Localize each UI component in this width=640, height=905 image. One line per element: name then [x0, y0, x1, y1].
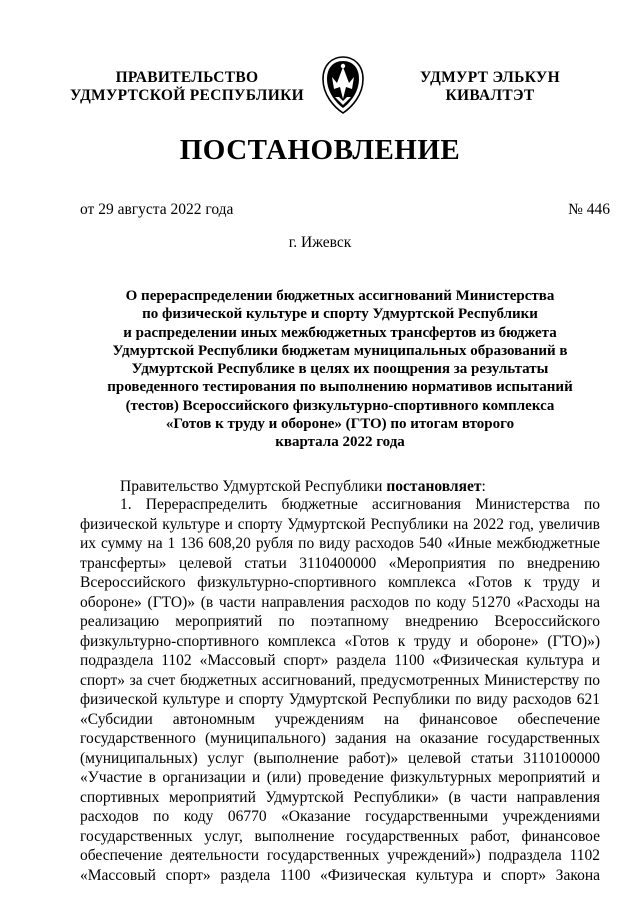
body-line: спорт» за счет бюджетных ассигнований, предусмотренных Министерству по: [80, 671, 600, 689]
body-line: Всероссийского физкультурно-спортивного комплекса «Готов к труду и: [80, 574, 600, 591]
body-line: трансферты» целевой статьи 3110400000 «Мероприятия по внедрению: [80, 554, 600, 572]
subject-line: Удмуртской Республике в целях их поощрения за результаты: [131, 361, 549, 378]
body-line: государственных услуг, выполнение государственных работ, финансовое: [80, 827, 600, 845]
body-line: спортивных мероприятий Удмуртской Республики» (в части направления: [80, 788, 600, 806]
subject-line: О перераспределении бюджетных ассигнований Министерства: [125, 288, 555, 304]
preamble-colon: :: [481, 478, 486, 495]
body-line: физкультурно-спортивного комплекса «Готов к труду и обороне» (ГТО)»): [80, 632, 600, 650]
body-line: физической культуре и спорту Удмуртской Республики на 2022 год, увеличив: [80, 515, 600, 533]
issuer-line: КИВАЛТЭТ: [445, 87, 535, 104]
subject-line: и распределении иных межбюджетных трансфертов из бюджета: [123, 324, 557, 341]
issuer-line: УДМУРТСКОЙ РЕСПУБЛИКИ: [69, 87, 304, 104]
body-line: 1. Перераспределить бюджетные ассигнования Министерства по: [120, 496, 600, 513]
subject-line: Удмуртской Республики бюджетам муниципальных образований в: [112, 342, 568, 359]
document-body: [80, 495, 600, 885]
body-line: обороне» (ГТО)» (в части направления расходов по коду 51270 «Расходы на: [80, 593, 600, 611]
body-line: физической культуре и спорту Удмуртской Республики по виду расходов 621: [80, 691, 600, 708]
issuer-name-russian: [62, 69, 312, 105]
preamble: [120, 477, 486, 497]
body-line: подраздела 1102 «Массовый спорт» раздела 1100 «Физическая культура и: [80, 652, 600, 669]
subject-line: квартала 2022 года: [275, 434, 405, 451]
document-date: от 29 августа 2022 года: [80, 201, 234, 218]
body-line: расходов по коду 06770 «Оказание государственными учреждениями: [80, 808, 600, 825]
preamble-verb: постановляет: [386, 478, 482, 495]
issuer-line: ПРАВИТЕЛЬСТВО: [115, 69, 259, 86]
subject-line: (тестов) Всероссийского физкультурно-спортивного комплекса: [125, 397, 555, 414]
body-line: «Участие в организации и (или) проведение физкультурных мероприятий и: [80, 769, 600, 786]
body-line: «Субсидии автономным учреждениям на финансовое обеспечение: [80, 710, 600, 728]
subject-line: проведенного тестирования по выполнению нормативов испытаний: [107, 379, 573, 396]
body-line: «Массовый спорт» раздела 1100 «Физическая культура и спорт» Закона: [80, 866, 600, 884]
body-line: обеспечение деятельности государственных учреждений») подраздела 1102: [80, 847, 600, 864]
preamble-text: Правительство Удмуртской Республики: [120, 478, 387, 495]
subject-line: «Готов к труду и обороне» (ГТО) по итогам второго: [165, 416, 515, 433]
document-title: ПОСТАНОВЛЕНИЕ: [179, 134, 461, 166]
document-subject: [80, 287, 600, 452]
coat-of-arms-icon: [318, 55, 368, 115]
document-number: № 446: [568, 201, 610, 218]
issuer-name-udmurt: [395, 69, 585, 105]
subject-line: по физической культуре и спорту Удмуртской Республики: [142, 306, 538, 323]
document-city: г. Ижевск: [288, 234, 352, 251]
body-line: их сумму на 1 136 608,20 рубля по виду расходов 540 «Иные межбюджетные: [80, 535, 600, 552]
issuer-line: УДМУРТ ЭЛЬКУН: [420, 69, 560, 86]
body-line: государственного (муниципального) задания на оказание государственных: [80, 730, 600, 747]
body-line: (муниципальных) услуг (выполнение работ)» целевой статьи 3110100000: [80, 749, 600, 767]
body-line: реализацию мероприятий по поэтапному внедрению Всероссийского: [80, 613, 600, 630]
